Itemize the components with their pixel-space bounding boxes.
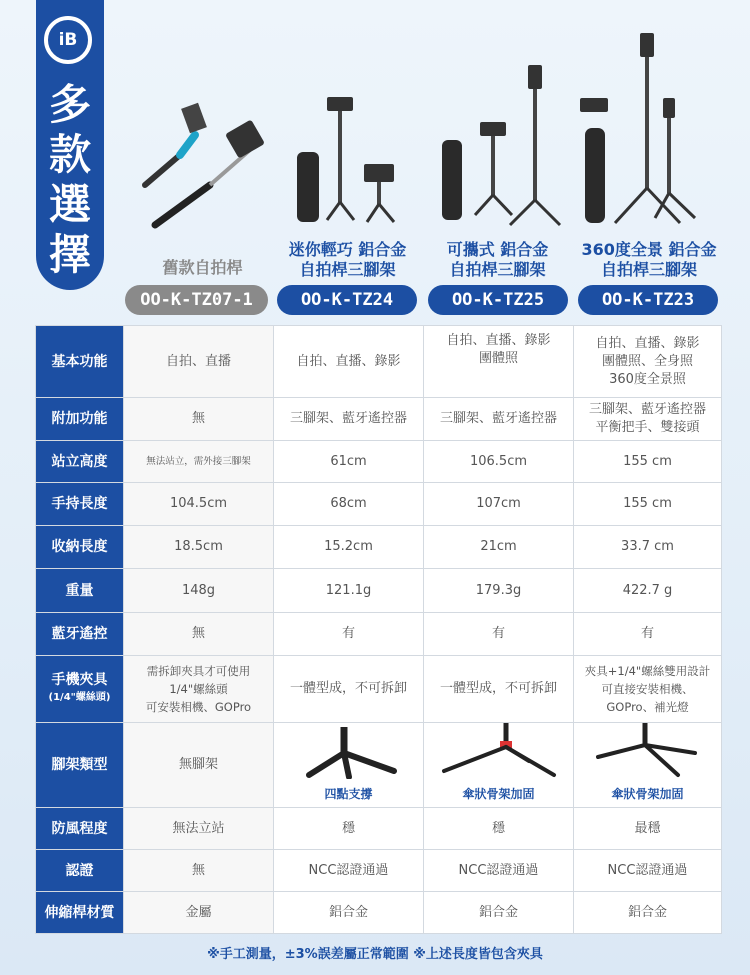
cell-weight-tz25: 179.3g <box>424 569 574 613</box>
row-label-cert: 認證 <box>36 850 124 892</box>
cell-wind-tz24: 穩 <box>274 808 424 850</box>
row-label-stand: 站立高度 <box>36 441 124 483</box>
brand-logo: iB <box>44 16 92 64</box>
cell-basic-tz25: 自拍、直播、錄影 團體照 <box>424 326 574 398</box>
cell-stand-tz23: 155 cm <box>574 441 722 483</box>
table-row <box>36 398 722 441</box>
row-label-material: 伸縮桿材質 <box>36 892 124 934</box>
product-name-tz25: 可攜式 鋁合金 自拍桿三腳架 <box>446 240 549 279</box>
cell-extra-tz25: 三腳架、藍牙遙控器 <box>424 398 574 441</box>
title-char-3: 選 <box>48 180 91 229</box>
row-label-wind: 防風程度 <box>36 808 124 850</box>
cell-material-tz25: 鋁合金 <box>424 892 574 934</box>
cell-weight-tz23: 422.7 g <box>574 569 722 613</box>
footnote: ※手工測量，±3%誤差屬正常範圍 ※上述長度皆包含夾具 <box>207 947 543 962</box>
table-row <box>36 656 722 723</box>
cell-tripod-tz25 <box>424 723 574 808</box>
row-label-fold: 收納長度 <box>36 526 124 569</box>
cell-tripod-tz23 <box>574 723 722 808</box>
row-label-hand: 手持長度 <box>36 483 124 526</box>
table-row <box>36 850 722 892</box>
table-row <box>36 613 722 656</box>
cell-material-tz07: 金屬 <box>124 892 274 934</box>
cell-fold-tz23: 33.7 cm <box>574 526 722 569</box>
row-label-basic: 基本功能 <box>36 326 124 398</box>
cell-fold-tz07: 18.5cm <box>124 526 274 569</box>
cell-clip-tz07: 需拆卸夾具才可使用 1/4"螺絲頭 可安裝相機、GOPro <box>124 656 274 723</box>
row-label-extra: 附加功能 <box>36 398 124 441</box>
cell-bt-tz25: 有 <box>424 613 574 656</box>
cell-bt-tz24: 有 <box>274 613 424 656</box>
cell-hand-tz25: 107cm <box>424 483 574 526</box>
cell-cert-tz25: NCC認證通過 <box>424 850 574 892</box>
cell-material-tz23: 鋁合金 <box>574 892 722 934</box>
table-row <box>36 892 722 934</box>
cell-clip-tz24: 一體型成，不可拆卸 <box>274 656 424 723</box>
cell-extra-tz07: 無 <box>124 398 274 441</box>
cell-hand-tz07: 104.5cm <box>124 483 274 526</box>
product-image-tz24 <box>282 92 412 227</box>
table-row <box>36 483 722 526</box>
cell-material-tz24: 鋁合金 <box>274 892 424 934</box>
cell-extra-tz23: 三腳架、藍牙遙控器 平衡把手、雙接頭 <box>574 398 722 441</box>
table-row <box>36 441 722 483</box>
product-code-tz23: OO-K-TZ23 <box>578 285 718 315</box>
cell-tripod-tz07: 無腳架 <box>124 723 274 808</box>
cell-wind-tz07: 無法立站 <box>124 808 274 850</box>
tripod-image-tz23 <box>583 723 713 779</box>
tripod-tag-tz24: 四點支撐 <box>324 787 373 801</box>
product-image-tz07 <box>135 95 275 235</box>
product-code-tz24: OO-K-TZ24 <box>277 285 417 315</box>
table-row <box>36 808 722 850</box>
row-label-clip-sub: (1/4"螺絲頭) <box>48 692 111 703</box>
comparison-table <box>35 325 722 934</box>
cell-bt-tz23: 有 <box>574 613 722 656</box>
product-image-tz23 <box>575 28 710 228</box>
cell-wind-tz25: 穩 <box>424 808 574 850</box>
cell-stand-tz24: 61cm <box>274 441 424 483</box>
row-label-weight: 重量 <box>36 569 124 613</box>
product-image-tz25 <box>430 60 565 230</box>
table-row <box>36 526 722 569</box>
product-code-tz07: OO-K-TZ07-1 <box>125 285 268 315</box>
cell-tripod-tz24 <box>274 723 424 808</box>
product-name-tz24: 迷你輕巧 鋁合金 自拍桿三腳架 <box>288 240 407 279</box>
tripod-tag-tz25: 傘狀骨架加固 <box>462 787 535 801</box>
row-label-bt: 藍牙遙控 <box>36 613 124 656</box>
cell-stand-tz25: 106.5cm <box>424 441 574 483</box>
cell-bt-tz07: 無 <box>124 613 274 656</box>
title-char-2: 款 <box>48 130 91 179</box>
cell-clip-tz23: 夾具+1/4"螺絲雙用設計 可直接安裝相機、 GOPro、補光燈 <box>574 656 722 723</box>
cell-cert-tz23: NCC認證通過 <box>574 850 722 892</box>
product-name-tz07: 舊款自拍桿 <box>162 258 243 277</box>
table-row <box>36 569 722 613</box>
cell-hand-tz23: 155 cm <box>574 483 722 526</box>
cell-stand-tz07: 無法站立，需外接三腳架 <box>124 441 274 483</box>
tripod-image-tz24 <box>289 723 409 779</box>
row-label-clip <box>36 656 124 723</box>
row-label-clip-main: 手機夾具 <box>51 672 108 688</box>
table-row <box>36 723 722 808</box>
tripod-tag-tz23: 傘狀骨架加固 <box>611 787 684 801</box>
cell-wind-tz23: 最穩 <box>574 808 722 850</box>
product-code-tz25: OO-K-TZ25 <box>428 285 568 315</box>
cell-fold-tz25: 21cm <box>424 526 574 569</box>
cell-clip-tz25: 一體型成，不可拆卸 <box>424 656 574 723</box>
tripod-image-tz25 <box>434 723 564 779</box>
cell-weight-tz24: 121.1g <box>274 569 424 613</box>
cell-basic-tz24: 自拍、直播、錄影 <box>274 326 424 398</box>
row-label-tripod: 腳架類型 <box>36 723 124 808</box>
title-char-4: 擇 <box>48 230 91 279</box>
cell-cert-tz07: 無 <box>124 850 274 892</box>
cell-cert-tz24: NCC認證通過 <box>274 850 424 892</box>
product-name-tz23: 360度全景 鋁合金 自拍桿三腳架 <box>581 240 717 279</box>
title-char-1: 多 <box>48 80 91 129</box>
cell-hand-tz24: 68cm <box>274 483 424 526</box>
cell-basic-tz23: 自拍、直播、錄影 團體照、全身照 360度全景照 <box>574 326 722 398</box>
cell-weight-tz07: 148g <box>124 569 274 613</box>
table-row <box>36 326 722 398</box>
cell-fold-tz24: 15.2cm <box>274 526 424 569</box>
cell-extra-tz24: 三腳架、藍牙遙控器 <box>274 398 424 441</box>
cell-basic-tz07: 自拍、直播 <box>124 326 274 398</box>
